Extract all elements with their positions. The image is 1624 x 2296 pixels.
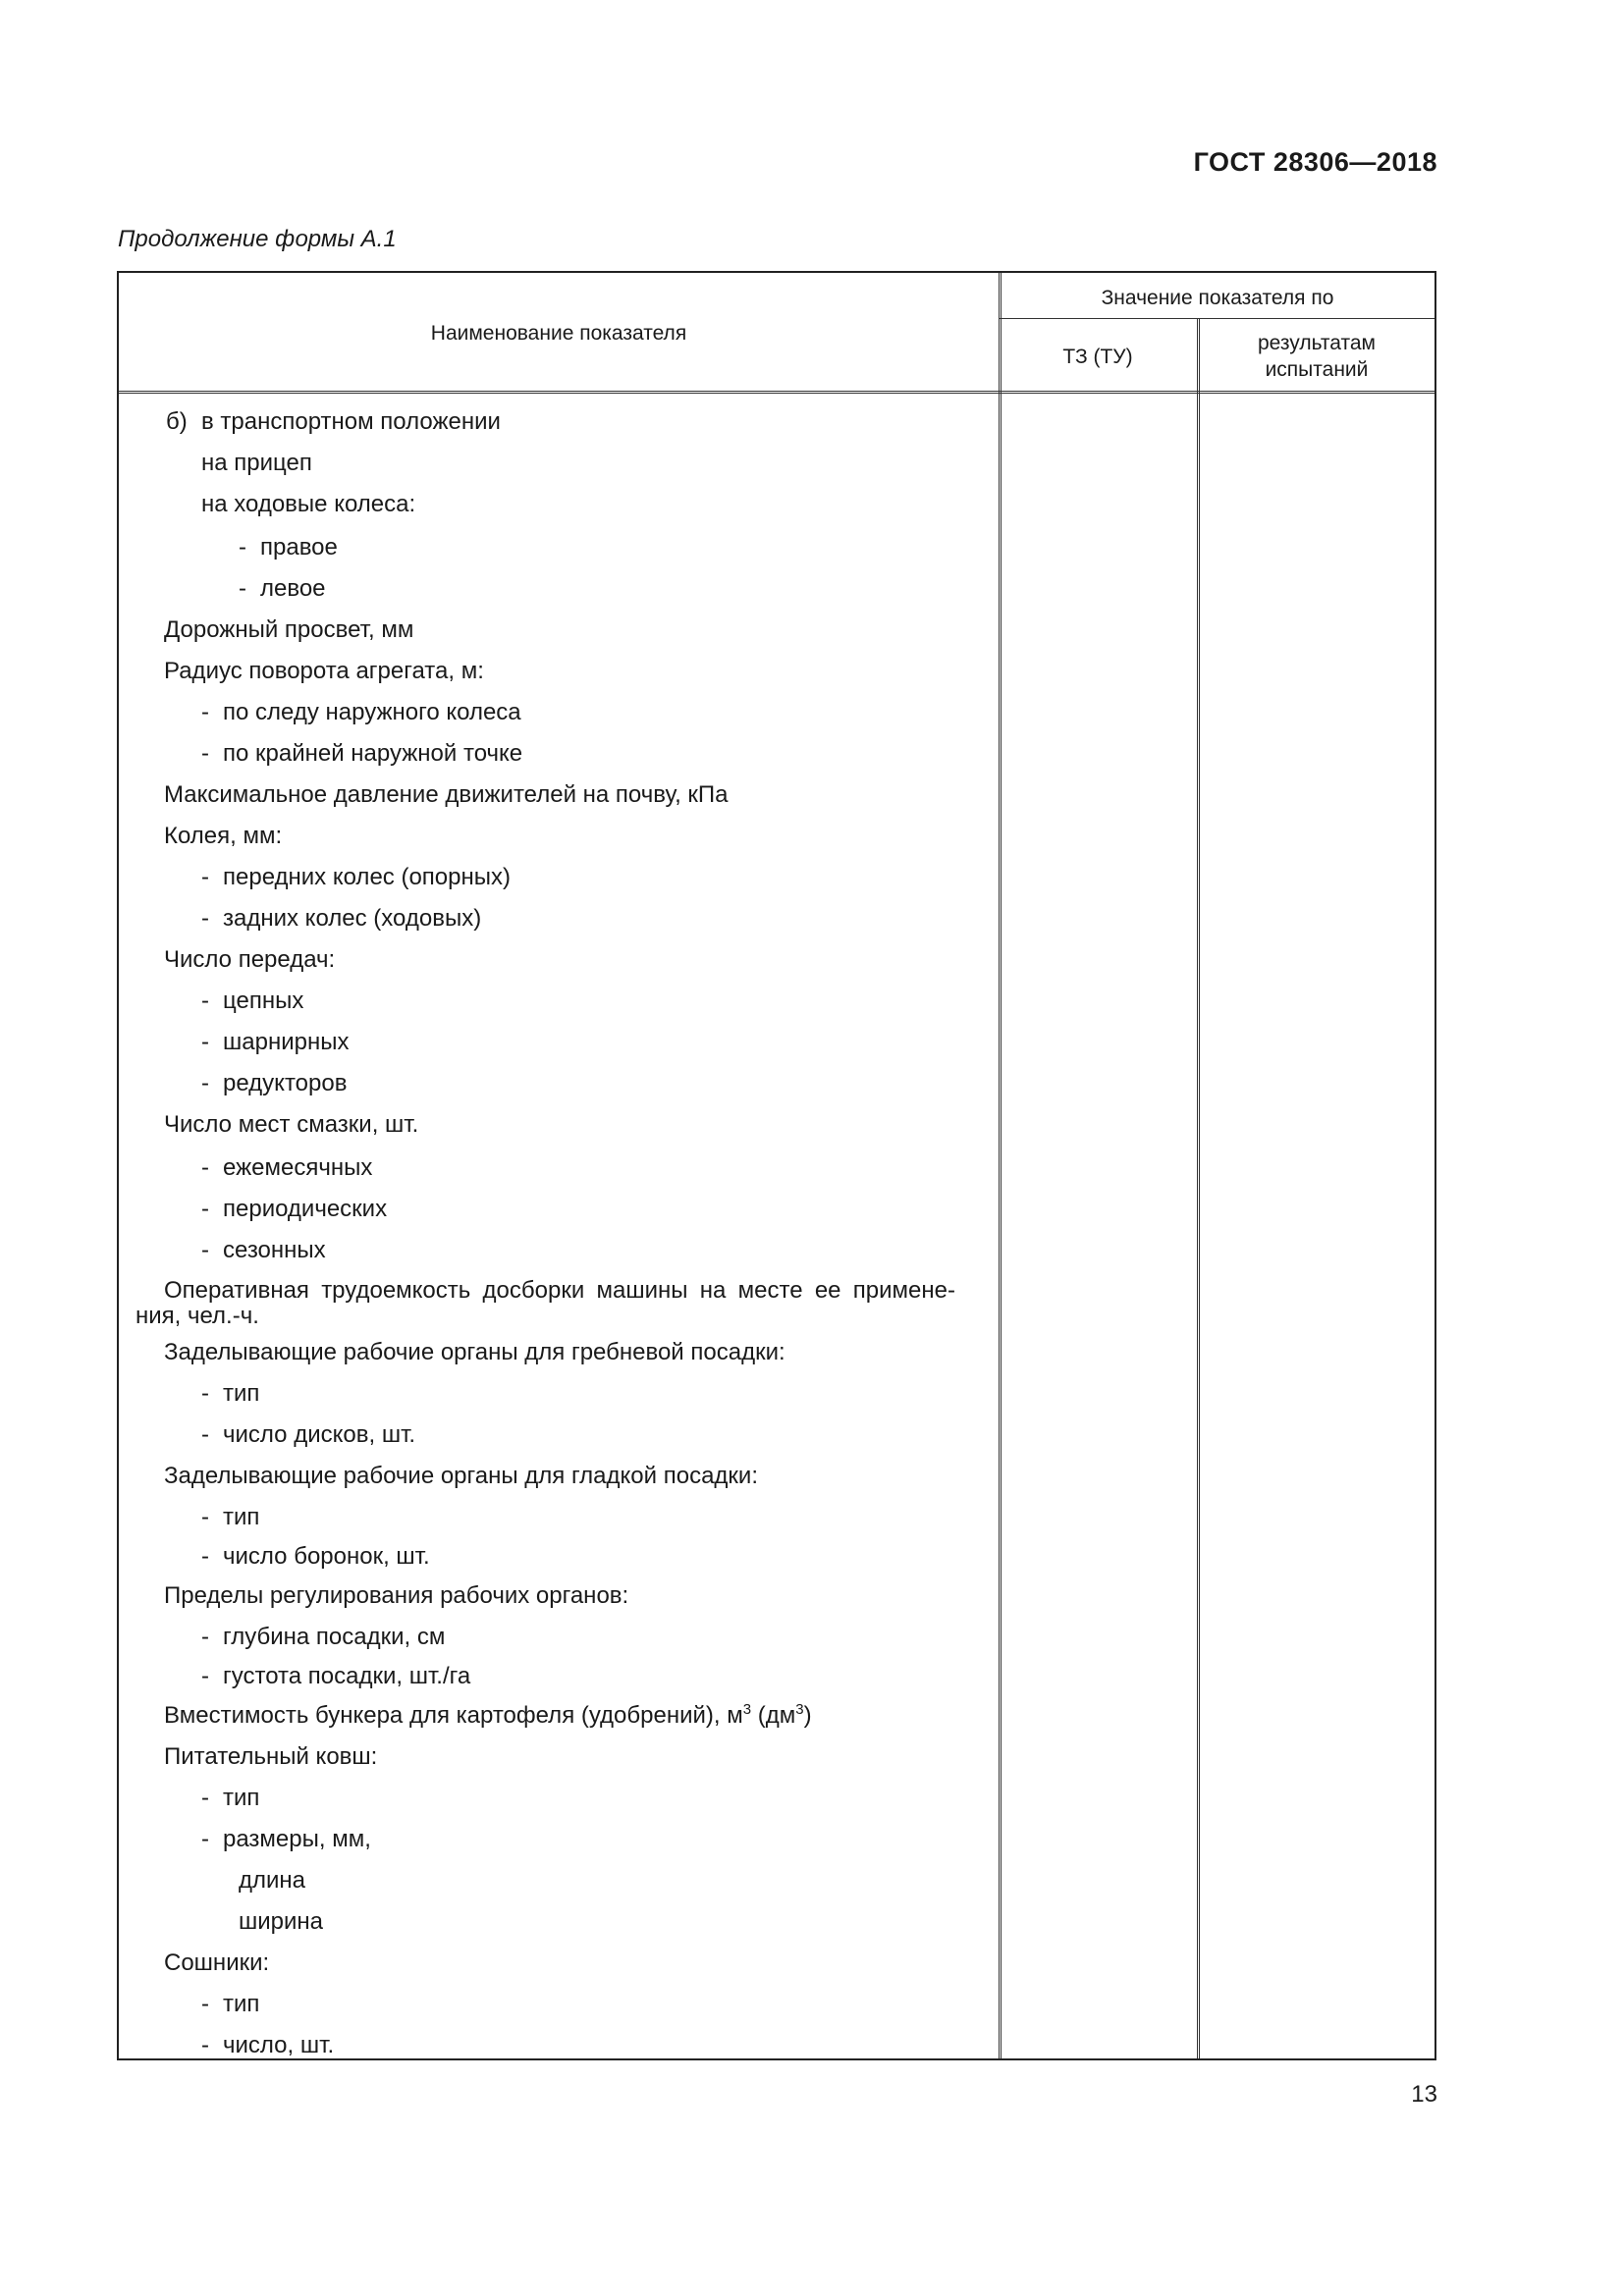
header-bottom-rule	[119, 391, 1435, 394]
row-label: задних колес (ходовых)	[223, 905, 482, 932]
table-row	[239, 534, 338, 561]
row-prefix: -	[201, 1154, 209, 1181]
table-row	[201, 905, 481, 933]
row-label: ежемесячных	[223, 1154, 373, 1181]
row-label: левое	[260, 575, 326, 602]
row-label: Дорожный просвет, мм	[164, 616, 414, 643]
row-label: Число мест смазки, шт.	[164, 1111, 419, 1138]
row-label: длина	[239, 1867, 306, 1894]
table-row	[164, 1949, 269, 1977]
row-label: размеры, мм,	[223, 1826, 371, 1852]
row-label: Заделывающие рабочие органы для гладкой посадки:	[164, 1463, 758, 1489]
row-prefix: -	[201, 1991, 209, 2017]
row-label: Максимальное давление движителей на почву, кПа	[164, 781, 729, 808]
table-row	[201, 2032, 334, 2059]
table-row	[201, 450, 312, 477]
table-row	[201, 1624, 445, 1651]
row-label: Сошники:	[164, 1949, 270, 1976]
table-row	[164, 616, 413, 644]
row-prefix: -	[201, 905, 209, 932]
row-prefix: -	[201, 988, 209, 1014]
table-row	[201, 1785, 259, 1812]
table-row	[239, 575, 326, 603]
table-row	[201, 1504, 259, 1531]
row-label: число, шт.	[223, 2032, 335, 2058]
row-label: передних колес (опорных)	[223, 864, 511, 890]
row-label-cont: (дм	[751, 1702, 796, 1729]
row-label: Оперативная трудоемкость досборки машины на месте ее примене-ния, чел.-ч.	[135, 1277, 955, 1329]
table-row	[201, 1826, 371, 1853]
row-prefix: -	[201, 1029, 209, 1055]
table-row	[164, 823, 282, 850]
page-number: 13	[1411, 2081, 1437, 2108]
row-prefix: -	[201, 1504, 209, 1530]
table-row	[135, 1278, 955, 1329]
row-label: глубина посадки, см	[223, 1624, 446, 1650]
row-prefix: -	[201, 1421, 209, 1448]
table-row	[201, 1380, 259, 1408]
row-label: тип	[223, 1991, 260, 2017]
header-tz-column: ТЗ (ТУ)	[1062, 346, 1133, 368]
row-label: тип	[223, 1380, 260, 1407]
table-row	[201, 1991, 259, 2018]
superscript: 3	[795, 1701, 804, 1718]
row-label-end: )	[803, 1702, 812, 1729]
table-row	[164, 946, 335, 974]
row-prefix: -	[201, 864, 209, 890]
table-row	[201, 1029, 349, 1056]
row-label: на ходовые колеса:	[201, 491, 416, 517]
table-row	[239, 1867, 305, 1895]
table-row	[164, 1111, 418, 1139]
table-row	[201, 1543, 430, 1571]
row-prefix: -	[239, 575, 246, 602]
row-label: шарнирных	[223, 1029, 350, 1055]
row-label: периодических	[223, 1196, 388, 1222]
table-row	[164, 781, 729, 809]
table-row	[164, 1743, 377, 1771]
row-prefix: -	[201, 2032, 209, 2058]
table-row	[201, 740, 522, 768]
row-label: число дисков, шт.	[223, 1421, 416, 1448]
row-prefix: -	[201, 1196, 209, 1222]
row-prefix: -	[201, 1543, 209, 1570]
row-prefix: -	[201, 1070, 209, 1096]
table-row	[201, 1196, 387, 1223]
table-row	[201, 1237, 326, 1264]
table-row	[201, 1421, 415, 1449]
row-prefix: -	[201, 1826, 209, 1852]
row-label: число боронок, шт.	[223, 1543, 430, 1570]
header-results-line1: результатам	[1258, 332, 1376, 354]
row-prefix: -	[201, 1624, 209, 1650]
row-label: Пределы регулирования рабочих органов:	[164, 1582, 629, 1609]
row-label: Вместимость бункера для картофеля (удобрений), м	[164, 1702, 743, 1729]
row-prefix: -	[201, 699, 209, 725]
table-row	[164, 658, 484, 685]
row-label: цепных	[223, 988, 304, 1014]
table-row	[239, 1908, 323, 1936]
header-results-column	[1199, 330, 1435, 384]
row-label: тип	[223, 1785, 260, 1811]
column-divider-1	[999, 273, 1001, 2058]
row-prefix: -	[201, 1785, 209, 1811]
table-row	[201, 1663, 470, 1690]
header-name-column: Наименование показателя	[430, 322, 687, 345]
row-label: на прицеп	[201, 450, 312, 476]
table-row	[201, 491, 415, 518]
continuation-caption: Продолжение формы А.1	[118, 226, 397, 252]
row-label: густота посадки, шт./га	[223, 1663, 471, 1689]
table-row	[166, 408, 501, 436]
row-prefix: -	[239, 534, 246, 561]
table-row	[201, 1070, 347, 1097]
row-label: Заделывающие рабочие органы для гребневой посадки:	[164, 1339, 785, 1365]
row-label: редукторов	[223, 1070, 348, 1096]
table-row	[164, 1463, 758, 1490]
row-label: тип	[223, 1504, 260, 1530]
table-row	[164, 1339, 785, 1366]
row-label: по крайней наружной точке	[223, 740, 523, 767]
header-subdivider	[999, 318, 1435, 319]
row-prefix: б)	[166, 408, 188, 435]
row-prefix: -	[201, 740, 209, 767]
row-label: по следу наружного колеса	[223, 699, 521, 725]
row-label: правое	[260, 534, 338, 561]
row-prefix: -	[201, 1237, 209, 1263]
row-label: ширина	[239, 1908, 324, 1935]
indicator-table	[117, 271, 1436, 2060]
table-row	[164, 1582, 628, 1610]
row-label: Число передач:	[164, 946, 336, 973]
row-label: Радиус поворота агрегата, м:	[164, 658, 484, 684]
table-row	[201, 699, 521, 726]
header-results-line2: испытаний	[1265, 358, 1369, 382]
row-label: Питательный ковш:	[164, 1743, 378, 1770]
table-row	[201, 1154, 372, 1182]
superscript: 3	[742, 1701, 752, 1718]
table-row	[201, 864, 511, 891]
column-divider-2	[1197, 318, 1200, 2058]
row-label: в транспортном положении	[201, 408, 501, 435]
table-row	[201, 988, 303, 1015]
row-prefix: -	[201, 1663, 209, 1689]
row-prefix: -	[201, 1380, 209, 1407]
standard-number: ГОСТ 28306—2018	[1193, 147, 1437, 177]
row-label: Колея, мм:	[164, 823, 283, 849]
row-label: сезонных	[223, 1237, 326, 1263]
table-row	[164, 1702, 812, 1730]
header-value-column: Значение показателя по	[1101, 287, 1334, 309]
